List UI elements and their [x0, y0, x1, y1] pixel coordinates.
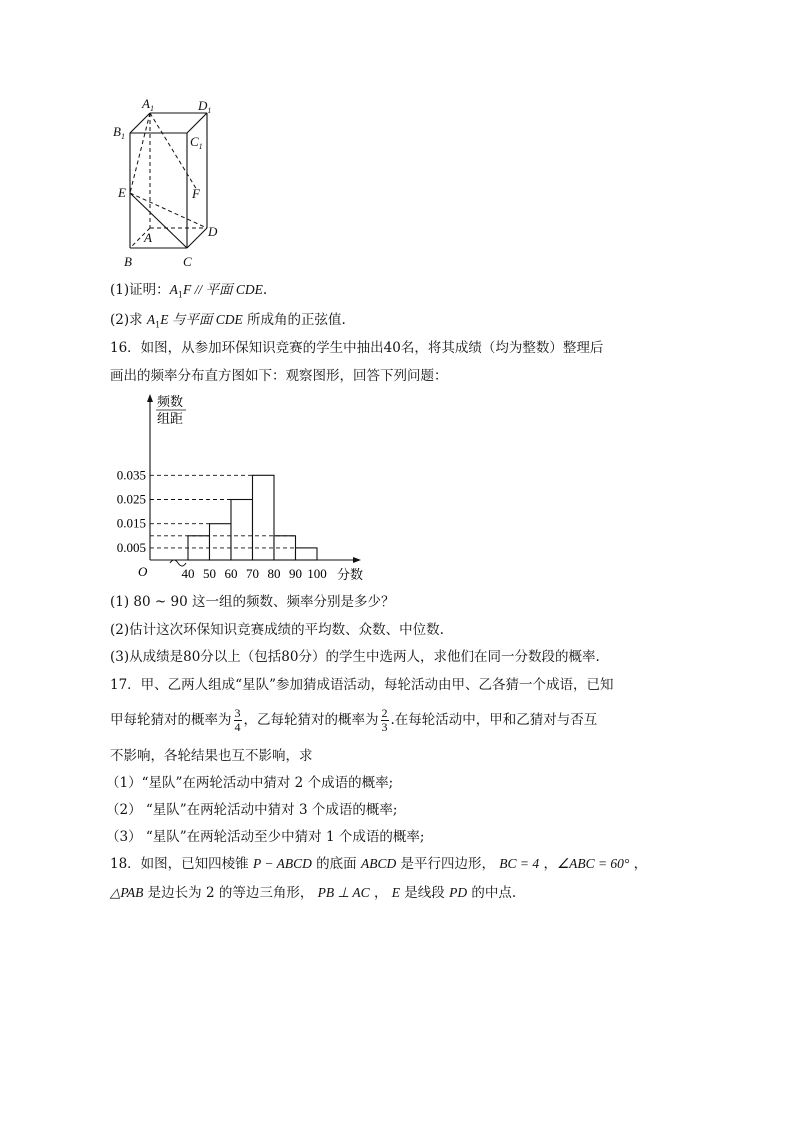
edge-A1-F: [150, 113, 197, 190]
q16-part1: (1) 80 ~ 90 这一组的频数、频率分别是多少？: [110, 594, 395, 610]
edge-A1-E: [130, 113, 150, 193]
y-axis-arrow: [147, 394, 153, 402]
label-A: A: [144, 230, 152, 245]
histogram-bar-50-60: [210, 524, 232, 560]
q16-part2: (2)估计这次环保知识竞赛成绩的平均数、众数、中位数.: [110, 622, 444, 638]
histogram-bar-60-70: [231, 500, 253, 561]
y-label-top: 频数: [157, 394, 184, 409]
q15-part1: (1)证明：$A_1F$ // 平面 CDE.: [110, 282, 268, 300]
fraction-two-thirds: $\frac{2}{3}$: [381, 706, 388, 734]
q16-part3: (3)从成绩是80分以上（包括80分）的学生中选两人，求他们在同一分数段的概率.: [110, 649, 600, 665]
x-axis-arrow: [353, 557, 361, 563]
q16-line1: 16．如图，从参加环保知识竞赛的学生中抽出40名，将其成绩（均为整数）整理后: [110, 340, 604, 356]
x-tick-label-70: 70: [246, 566, 259, 581]
x-tick-label-40: 40: [181, 566, 195, 581]
y-tick-label-0.025: 0.025: [116, 491, 146, 507]
label-B1: $B_1$: [113, 124, 125, 141]
q17-part1: （1）“星队”在两轮活动中猜对 2 个成语的概率;: [106, 775, 394, 791]
label-F: F: [192, 186, 200, 201]
histogram-bar-70-80: [253, 475, 275, 560]
q17-line1: 17．甲、乙两人组成“星队”参加猜成语活动，每轮活动由甲、乙各猜一个成语，已知: [110, 677, 614, 693]
label-C: C: [183, 254, 192, 269]
label-E: E: [118, 185, 126, 200]
q18-line1: 18．如图，已知四棱锥 P − ABCD 的底面 ABCD 是平行四边形， BC = 4 ，∠ABC = 60° ，: [110, 856, 648, 872]
q17-part2: （2） “星队”在两轮活动中猜对 3 个成语的概率;: [106, 802, 398, 818]
q17-part3: （3） “星队”在两轮活动至少中猜对 1 个成语的概率;: [106, 829, 425, 845]
y-tick-label-0.005: 0.005: [116, 539, 146, 555]
x-tick-label-80: 80: [267, 566, 281, 581]
histogram-bar-90-100: [296, 548, 318, 560]
q17-line3: 不影响，各轮结果也互不影响，求: [110, 748, 313, 764]
label-C1: $C_1$: [190, 134, 203, 151]
label-D1: $D_1$: [198, 98, 212, 115]
q17-line2: 甲每轮猜对的概率为 $\frac{3}{4}$ ，乙每轮猜对的概率为 $\frac{2}{3}$ .在每轮活动中，甲和乙猜对与否互: [110, 706, 598, 734]
x-tick-label-50: 50: [203, 566, 216, 581]
prism-figure: [110, 92, 240, 270]
y-tick-label-0.015: 0.015: [116, 515, 146, 531]
x-tick-label-100: 100: [307, 566, 327, 581]
x-tick-label-60: 60: [224, 566, 238, 581]
frequency-histogram: [110, 390, 380, 585]
x-axis-label: 分数: [337, 567, 364, 582]
q18-line2: △PAB 是边长为 2 的等边三角形， PB ⊥ AC ， E 是线段 PD 的中点.: [110, 885, 517, 901]
origin-label: O: [138, 564, 148, 579]
y-tick-label-0.035: 0.035: [116, 467, 146, 483]
edge-C-D: [187, 228, 207, 248]
edge-C1-D1: [187, 113, 207, 133]
label-D: D: [208, 224, 218, 239]
y-label-bottom: 组距: [157, 411, 184, 426]
label-B: B: [124, 254, 132, 269]
x-tick-label-90: 90: [289, 566, 302, 581]
label-A1: $A_1$: [142, 96, 154, 113]
fraction-three-quarters: $\frac{3}{4}$: [234, 706, 241, 734]
q16-line2: 画出的频率分布直方图如下：观察图形，回答下列问题：: [110, 368, 448, 384]
q15-part2: (2)求 $A_1E$ 与平面 CDE 所成角的正弦值.: [110, 312, 346, 330]
